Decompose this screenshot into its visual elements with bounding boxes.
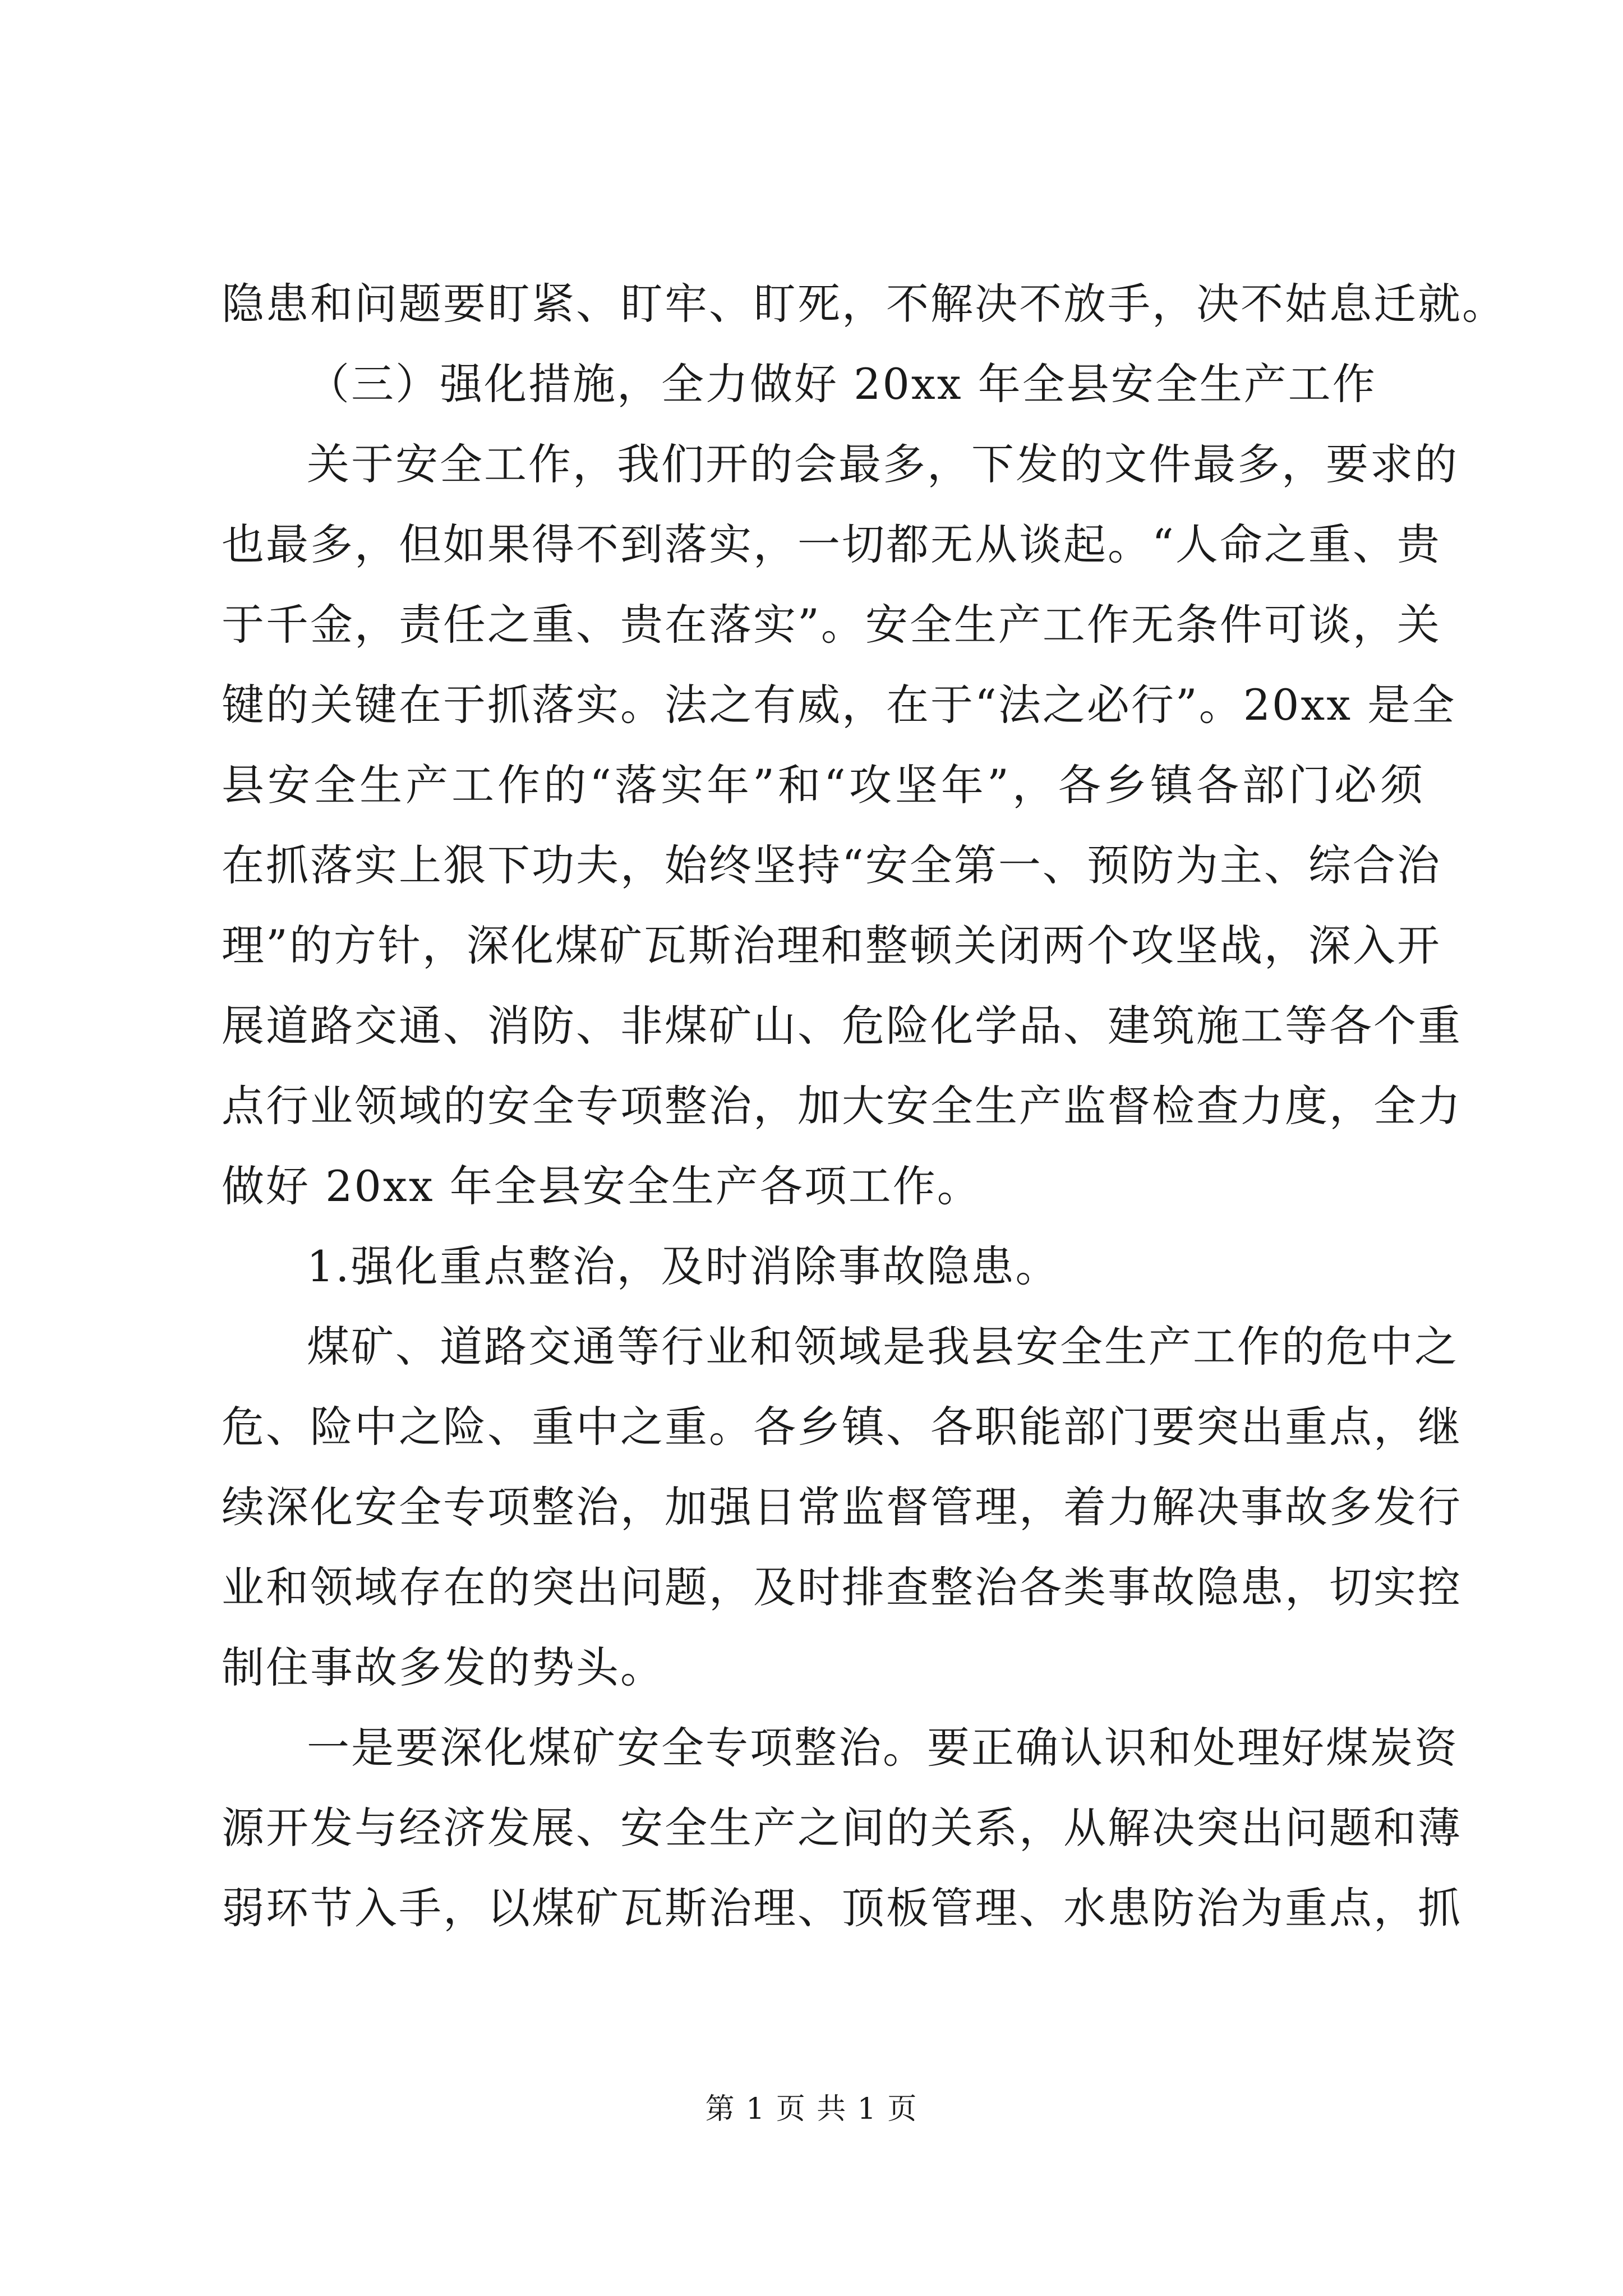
text-line: 在抓落实上狠下功夫，始终坚持“安全第一、预防为主、综合治 — [222, 840, 1441, 890]
text-line: 关于安全工作，我们开的会最多，下发的文件最多，要求的 — [307, 439, 1459, 489]
numbered-item-1 — [222, 1226, 1424, 1306]
text-line: 煤矿、道路交通等行业和领域是我县安全生产工作的危中之 — [307, 1322, 1459, 1372]
paragraph-continued — [222, 264, 1506, 344]
paragraph-coal-traffic — [222, 1306, 1462, 1708]
text-line: 展道路交通、消防、非煤矿山、危险化学品、建筑施工等各个重 — [222, 1001, 1462, 1051]
text-line: 制住事故多发的势头。 — [222, 1642, 665, 1692]
text-line: 做好 20xx 年全县安全生产各项工作。 — [222, 1161, 981, 1211]
item-line: 1.强化重点整治，及时消除事故隐患。 — [307, 1241, 1060, 1291]
page-footer — [0, 2090, 1623, 2129]
text-line: 键的关键在于抓落实。法之有威，在于“法之必行”。20xx 是全 — [222, 680, 1456, 730]
paragraph-safety-work — [222, 424, 1462, 1226]
page-number-label: 第 1 页 共 1 页 — [705, 2092, 918, 2126]
text-line: 续深化安全专项整治，加强日常监督管理，着力解决事故多发行 — [222, 1482, 1462, 1532]
text-line: 点行业领域的安全专项整治，加大安全生产监督检查力度，全力 — [222, 1081, 1462, 1131]
text-line: 一是要深化煤矿安全专项整治。要正确认识和处理好煤炭资 — [307, 1723, 1459, 1773]
text-line: 理”的方针，深化煤矿瓦斯治理和整顿关闭两个攻坚战，深入开 — [222, 921, 1441, 970]
text-line: 县安全生产工作的“落实年”和“攻坚年”，各乡镇各部门必须 — [222, 760, 1424, 810]
heading-line: （三）强化措施，全力做好 20xx 年全县安全生产工作 — [307, 359, 1377, 409]
text-line: 源开发与经济发展、安全生产之间的关系，从解决突出问题和薄 — [222, 1803, 1462, 1853]
text-line: 于千金，责任之重、贵在落实”。安全生产工作无条件可谈，关 — [222, 600, 1441, 650]
text-line: 弱环节入手，以煤矿瓦斯治理、顶板管理、水患防治为重点，抓 — [222, 1883, 1462, 1933]
text-line: 隐患和问题要盯紧、盯牢、盯死，不解决不放手，决不姑息迁就。 — [222, 279, 1506, 329]
text-line: 业和领域存在的突出问题，及时排查整治各类事故隐患，切实控 — [222, 1562, 1462, 1612]
section-heading — [222, 344, 1424, 424]
text-line: 危、险中之险、重中之重。各乡镇、各职能部门要突出重点，继 — [222, 1402, 1462, 1452]
text-line: 也最多，但如果得不到落实，一切都无从谈起。“人命之重、贵 — [222, 519, 1441, 569]
document-body — [222, 264, 1506, 1948]
paragraph-first — [222, 1708, 1462, 1948]
